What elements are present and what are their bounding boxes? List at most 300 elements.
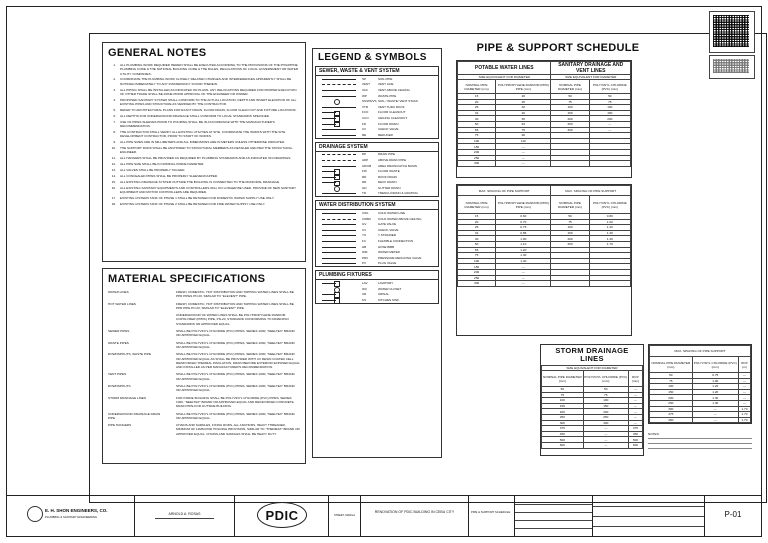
table-cell: 50	[458, 121, 496, 127]
revision-lines	[515, 528, 592, 529]
legend-abbrev: GD	[362, 185, 367, 190]
spec-key: WASTE PIPES	[108, 340, 129, 345]
legend-desc: ABOVE DRAIN PIPE	[378, 157, 407, 162]
spec-key: DOWNSPOUTS, WASTE PIPE	[108, 352, 152, 357]
spec-value: CHAINS AND SADDLES, FIXING RODS, ALL ANCHORS, HEAVY THREADED, MINIMUM OF 12MM ROD HOLDING PROVISION, SIMILAR TO "THERMAX" BRAND OR APPROVED EQUAL. CHAINS AND SADDLES SHALL BE HEAVY DUTY.	[176, 423, 300, 436]
note-text: REFER TO ARCHITECTURAL PLANS FOR EXACT DRAIN, FLOOR DRAIN, FLOOR CLEAN OUT AND FIXTURE LOCATIONS.	[120, 108, 297, 113]
note-item	[108, 186, 300, 195]
table-cell: 450	[650, 417, 693, 423]
legend-abbrev: CWBC	[362, 216, 372, 221]
legend-desc: KITCHEN SINK	[378, 297, 400, 302]
table-cell: 1.30	[496, 253, 551, 259]
table-cell: 75	[583, 392, 628, 398]
table-cell: 500	[542, 437, 584, 443]
spec-key: UNDERGROUND DRAINAGE DRAIN PIPE	[108, 411, 161, 420]
material-specs-panel	[102, 268, 306, 464]
table-cell: 200	[650, 395, 693, 401]
legend-abbrev: GV	[362, 222, 367, 227]
note-number: 15.	[111, 179, 116, 184]
material-specs-title: MATERIAL SPECIFICATIONS	[108, 273, 266, 285]
revision-lines	[515, 512, 592, 513]
legend-desc: PLUG VALVE	[378, 261, 397, 266]
note-number: 2.	[113, 77, 116, 82]
table-cell: 300	[458, 281, 496, 287]
spec-item	[108, 423, 300, 436]
storm-spacing-rows	[650, 373, 751, 423]
table-cell: 1.30	[589, 230, 630, 236]
project-cell	[361, 496, 469, 536]
note-item	[108, 63, 300, 76]
note-text: ALL EXISTING SANITARY EQUIPMENTS AND CONTROLLERS WILL NO LONGER BE USED. PROVIDE OF NEW SANITARY EQUIPMENT AND MOTOR CONTROLLERS ARE REQUIRED.	[120, 185, 296, 195]
note-item	[108, 168, 300, 172]
line-symbol-icon	[322, 112, 336, 113]
firm-logo-icon	[27, 506, 43, 522]
legend-abbrev: FD	[362, 121, 366, 126]
table-cell: —	[692, 412, 738, 418]
note-text: ALL PIPE SIZE SHALL BE IN NOMINAL INSIDE DIAMETER.	[120, 162, 205, 167]
note-item	[108, 130, 300, 139]
table-cell: 600	[542, 442, 584, 448]
table-cell: —	[583, 437, 628, 443]
table-cell: 20	[496, 94, 551, 100]
table-cell: 20	[458, 219, 496, 225]
spacing-rows	[458, 214, 631, 287]
revisions-cell	[515, 496, 593, 536]
legend-section-header: WATER DISTRIBUTION SYSTEM	[316, 201, 438, 210]
table-cell: —	[589, 121, 630, 127]
table-row	[458, 281, 631, 287]
table-cell: 32	[496, 105, 551, 111]
legend-desc: GUTTER DRAIN	[378, 185, 401, 190]
table-cell: —	[496, 144, 551, 150]
solid-line-icon	[322, 224, 356, 225]
table-cell: 150	[589, 110, 630, 116]
table-cell: 1.20	[692, 389, 738, 395]
schedule-notes-lines	[648, 438, 752, 439]
table-cell: —	[692, 417, 738, 423]
table-cell: 250	[458, 155, 496, 161]
note-number: 9.	[113, 140, 116, 145]
legend-abbrev: WC	[362, 286, 367, 291]
legend-abbrev: SS/WS/VS	[362, 99, 377, 104]
table-cell: 1.00	[496, 236, 551, 242]
table-cell: 20	[458, 99, 496, 105]
storm-drainage-table	[540, 344, 644, 456]
legend-abbrev: ADP	[362, 157, 369, 162]
table-cell: —	[496, 264, 551, 270]
solid-line-icon	[322, 79, 356, 80]
solid-line-icon	[322, 258, 356, 259]
legend-abbrev: CV	[362, 227, 367, 232]
table-cell: —	[738, 395, 750, 401]
table-cell: 32	[458, 110, 496, 116]
table-cell: 50	[583, 387, 628, 393]
note-number: 12.	[111, 162, 116, 167]
storm-title: STORM DRAINAGE LINES	[555, 346, 629, 363]
legend-section-header: DRAINAGE SYSTEM	[316, 143, 438, 152]
table-cell: 600	[628, 442, 642, 448]
legend-abbrev: TD	[362, 191, 366, 196]
col-pvc: POLYVINYL CHLORIDE (PVC) (mm)	[589, 80, 630, 94]
table-cell: 100	[583, 398, 628, 404]
table-cell: 150	[458, 144, 496, 150]
legend-abbrev: UR	[362, 292, 367, 297]
note-number: 17.	[111, 195, 116, 200]
note-number: 11.	[111, 156, 116, 161]
legend-desc: CHECK VALVE	[378, 127, 399, 132]
spec-item	[108, 313, 300, 326]
note-number: 4.	[113, 97, 116, 102]
spec-value: SHALL BE POLYVINYL CHLORIDE (PVC) PIPES, SERIES 1000, "NEELTEX" BRAND OR APPROVED EQUAL.	[176, 372, 295, 381]
table-cell: 100	[458, 258, 496, 264]
col-pvc: POLYVINYL CHLORIDE (PVC) (mm)	[583, 371, 628, 387]
table-cell: 0.80	[589, 214, 630, 220]
note-number: 7.	[113, 119, 116, 124]
table-cell: —	[496, 155, 551, 161]
spec-key: VENT PIPES	[108, 372, 127, 377]
legend-abbrev: FW	[362, 169, 367, 174]
legend-desc: URINAL	[378, 292, 390, 297]
line-symbol-icon	[322, 300, 336, 301]
table-cell: 110	[496, 138, 551, 144]
note-text: PROPOSED SANITARY SYSTEM SHALL CONFORM TO THE ACTUAL LOCATION, DEPTH AND INVERT ELEVATION OF ALL EXISTING PIPES AND STRUCTURE AS VERIFIED BY THE CONTRACTOR.	[120, 97, 297, 107]
note-text: EXISTING CISTERN TANK OF PHASE 1 SHALL BE RETAINED FOR DOMESTIC WATER SUPPLY USE ONLY.	[120, 195, 275, 200]
table-cell	[551, 161, 589, 167]
drawn-lines	[593, 526, 704, 527]
note-item	[108, 114, 300, 118]
table-cell: 1.00	[692, 378, 738, 384]
legend-desc: VENT ABOVE CEILING	[378, 87, 410, 92]
note-text: ALL VALVES SHALL BE PROPERLY TAGGED.	[120, 168, 186, 173]
drawn-by-cell	[593, 496, 705, 536]
table-cell: 250	[458, 275, 496, 281]
legend-panel	[312, 48, 442, 458]
table-cell: 300	[542, 420, 584, 426]
legend-abbrev: VTR	[362, 104, 368, 109]
note-text: ALL DEPTHS FOR UNDERGROUND DRAINAGE SHALL CONFORM TO LOCAL STANDARDS SPECIFIED.	[120, 113, 270, 118]
table-cell: 25	[458, 225, 496, 231]
legend-abbrev: HB	[362, 244, 367, 249]
legend-symbol-icon	[316, 191, 362, 197]
spec-value: SHALL BE POLYVINYL CHLORIDE (PVC) PIPES, SERIES 1000, "NEELTEX" BRAND OR APPROVED EQUAL.	[176, 384, 295, 393]
table-cell: 100	[551, 225, 589, 231]
drawing-sheet	[6, 6, 762, 537]
table-cell: 50	[650, 373, 693, 379]
project-city: STREET, MANILA	[333, 514, 356, 517]
legend-desc: TRENCH DRAIN & GRATING	[378, 191, 418, 196]
spec-key: DOWNSPOUTS	[108, 384, 131, 389]
table-cell: —	[583, 442, 628, 448]
spec-item	[108, 352, 300, 369]
legend-row	[316, 297, 438, 303]
table-cell: 15	[458, 94, 496, 100]
sheet-number: P-01	[724, 510, 742, 519]
note-number: 13.	[111, 168, 116, 173]
solid-line-icon	[322, 107, 356, 108]
legend-desc: WATER CLOSET	[378, 286, 402, 291]
table-cell: 300	[650, 406, 693, 412]
dashed-line-icon	[322, 154, 356, 155]
table-cell: —	[496, 161, 551, 167]
sheet-title: PIPE & SUPPORT SCHEDULE	[471, 510, 511, 514]
legend-desc: GATE VALVE	[378, 222, 397, 227]
table-cell: 100	[458, 138, 496, 144]
support-spacing-table	[456, 184, 632, 336]
note-item	[108, 174, 300, 178]
table-cell: 150	[650, 389, 693, 395]
table-cell: —	[628, 420, 642, 426]
drawing-area	[89, 33, 767, 503]
legend-desc: HOSE BIBB	[378, 244, 395, 249]
col-nominal: NOMINAL PIPE DIAMETER (mm)	[551, 80, 589, 94]
note-item	[108, 146, 300, 155]
table-cell: 1.70	[589, 241, 630, 247]
line-symbol-icon	[322, 294, 336, 295]
solid-line-icon	[322, 96, 356, 97]
schedule-notes	[648, 432, 752, 449]
table-cell: 1.70	[738, 412, 750, 418]
drawn-lines	[593, 506, 704, 507]
spec-key: HOT WATER LINES	[108, 301, 136, 306]
table-cell: 200	[542, 409, 584, 415]
table-cell: 200	[551, 116, 589, 122]
table-cell: 150	[551, 110, 589, 116]
legend-desc: FLOOR CLEANOUT	[378, 110, 406, 115]
note-number: 5.	[113, 108, 116, 113]
legend-desc: WATER METER	[378, 250, 400, 255]
table-cell: 1.30	[692, 400, 738, 406]
table-cell: 50	[551, 94, 589, 100]
table-cell: 150	[458, 264, 496, 270]
legend-abbrev: CCO	[362, 115, 369, 120]
sheet-number-cell	[705, 496, 761, 536]
col-nominal: NOMINAL PIPE DIAMETER (mm)	[542, 371, 584, 387]
spec-item	[108, 412, 300, 421]
note-item	[108, 108, 300, 112]
legend-abbrev: YS	[362, 233, 367, 238]
legend-desc: LAVATORY	[378, 281, 394, 286]
spec-key: SEWER PIPES	[108, 329, 130, 334]
solid-line-icon	[322, 263, 356, 264]
table-cell: 75	[458, 133, 496, 139]
table-cell: 40	[458, 116, 496, 122]
title-block	[7, 495, 761, 536]
storm-spacing-table	[648, 344, 752, 424]
table-cell: 100	[542, 398, 584, 404]
spec-value: FRESH, DOMESTIC, HOT DISTRIBUTION AND TAPPING WATER LINES SHALL BE PPR PIPE PN 20, SIMILAR TO "ELEVENT" PIPE.	[176, 301, 294, 310]
note-item	[108, 140, 300, 144]
line-symbol-icon	[322, 118, 336, 119]
note-item	[108, 162, 300, 166]
table-cell: 65	[458, 247, 496, 253]
engineer-signature-line	[155, 518, 214, 519]
note-item	[108, 156, 300, 160]
legend-abbrev: WP	[362, 93, 367, 98]
table-cell: 0.70	[496, 219, 551, 225]
table-cell: —	[496, 275, 551, 281]
note-text: ALL PIPE SIZES ARE IN MILLIMETERS AND ALL DIMENSIONS ARE IN METERS UNLESS OTHERWISE INDICATED.	[120, 140, 286, 145]
table-cell: 0.60	[496, 214, 551, 220]
spec-value: FOR INSIDE BUILDING SHALL BE POLYVINYL CHLORIDE (PVC) PIPES, SERIES 1000, "NEELTEX" BRAND OR APPROVED EQUAL AND REINFORCED CONCRETE DRAIN PIPE FOR OUTSIDE BUILDING.	[176, 395, 294, 409]
table-cell: 250	[551, 121, 589, 127]
solid-line-icon	[322, 135, 356, 136]
table-cell: 25	[458, 105, 496, 111]
note-text: THE CONTRACTOR SHALL VERIFY ALL EXISTING UTILITIES AT SITE, COORDINATE THE WORKS WITH THE SITE DEVELOPMENT CONTRACTOR, PRIOR TO START OF WORKS.	[120, 130, 286, 139]
legend-desc: Y STRAINER	[378, 233, 396, 238]
table-cell: —	[628, 392, 642, 398]
table-cell: 1.20	[496, 247, 551, 253]
potable-sanitary-size-table	[456, 60, 632, 178]
project-name: RENOVATION OF PDIC BUILDING IN CEBU CITY	[374, 510, 455, 514]
solid-line-icon	[322, 247, 356, 248]
table-row	[458, 161, 631, 167]
legend-desc: DRAIN PIPE	[378, 152, 396, 157]
table-cell: 25	[496, 99, 551, 105]
sanitary-size-label: SIZE EQUIVALENT FOR DIAMETER	[551, 75, 631, 80]
solid-line-icon	[322, 166, 356, 167]
note-text: ALL EXISTING DRAINAGE SYSTEM OUTSIDE THE BUILDING IS CONNECTED TO THE MUNICIPAL DRAINAGE.	[120, 179, 280, 184]
note-text: ALL HANGERS SHALL BE PROVIDED AS REQUIRED BY PLUMBING STANDARDS AND AS INDICATED ON DRAWINGS.	[120, 156, 292, 161]
table-cell: 450	[628, 431, 642, 437]
table-cell: —	[738, 373, 750, 379]
legend-abbrev: FC	[362, 239, 366, 244]
table-cell: 75	[542, 392, 584, 398]
owner-cell	[329, 496, 361, 536]
solid-line-icon	[322, 241, 356, 242]
note-item	[108, 120, 300, 129]
spec-key: STORM DRAINAGE LINES	[108, 395, 146, 400]
note-number: 1.	[113, 63, 116, 67]
schedule-title: PIPE & SUPPORT SCHEDULE	[476, 42, 640, 54]
legend-abbrev: DP	[362, 152, 367, 157]
table-cell: 1.70	[738, 417, 750, 423]
legend-desc: FLOOR DRAIN	[378, 121, 399, 126]
table-cell: 200	[458, 269, 496, 275]
table-cell: 250	[551, 241, 589, 247]
spec-item	[108, 384, 300, 393]
spec-item	[108, 396, 300, 409]
legend-section	[315, 66, 439, 139]
table-cell: 100	[650, 384, 693, 390]
general-notes-list	[108, 63, 300, 206]
legend-row	[316, 191, 438, 197]
table-row	[650, 417, 751, 423]
legend-desc: SOIL PIPE	[378, 76, 393, 81]
storm-spacing-label: MAX. SPACING OF PIPE SUPPORT	[650, 346, 751, 357]
table-cell: 100	[589, 105, 630, 111]
legend-section-header: PLUMBING FIXTURES	[316, 271, 438, 280]
note-item	[108, 88, 300, 97]
legend-desc: FLOOR WASTE	[378, 169, 400, 174]
general-notes-panel	[102, 42, 306, 262]
table-cell: 375	[650, 412, 693, 418]
table-row	[542, 442, 643, 448]
legend-desc: COLD WATER LINE	[378, 211, 406, 216]
legend-abbrev: PRV	[362, 255, 369, 260]
table-cell: 0.75	[692, 373, 738, 379]
note-text: THE SUPPORT RODS SHALL BE ANCHORED TO STRUCTURAL MEMBERS AS DETAILED AND PER THE STRUCTURAL ENGINEER.	[120, 146, 293, 155]
spacing-label-potable: MAX. SPACING OF PIPE SUPPORT	[458, 186, 551, 196]
table-cell: 1.40	[496, 258, 551, 264]
legend-abbrev: LAV	[362, 281, 368, 286]
table-cell	[551, 281, 589, 287]
storm-size-label: SIZE EQUIVALENT FOR DIAMETER	[542, 366, 643, 371]
legend-abbrev: PV	[362, 261, 367, 266]
spacing-label-sanitary: MAX. SPACING OF PIPE SUPPORT	[551, 186, 631, 196]
note-item	[108, 180, 300, 184]
spec-item	[108, 329, 300, 338]
spec-value: UNDERGROUND OF WATER LINES SHALL BE POLYPROPYLENE RANDOM COPOLYMER (PPRC) PIPE, PN-20, STANDARD CONFORMING TO DIN/EN/ISO STANDARDS OR APPROVED EQUAL.	[176, 313, 289, 326]
legend-desc: REDUCER	[378, 132, 393, 137]
table-cell: 75	[650, 378, 693, 384]
legend-title: LEGEND & SYMBOLS	[318, 52, 427, 63]
spec-item	[108, 372, 300, 381]
solid-line-icon	[322, 90, 356, 91]
solid-line-icon	[322, 193, 356, 194]
table-cell: 150	[542, 403, 584, 409]
col-pipe-diameter: NOMINAL PIPE DIAMETER (mm)	[650, 357, 693, 373]
dashed-line-icon	[322, 219, 356, 220]
solid-line-icon	[322, 252, 356, 253]
table-cell: 40	[496, 110, 551, 116]
table-cell: 15	[458, 214, 496, 220]
owner-logo-cell	[235, 496, 329, 536]
table-cell: 50	[589, 94, 630, 100]
note-number: 10.	[111, 146, 116, 151]
table-cell: —	[628, 409, 642, 415]
legend-abbrev: RD	[362, 174, 367, 179]
potable-size-label: SIZE EQUIVALENT FOR DIAMETER	[458, 75, 551, 80]
table-cell: 65	[458, 127, 496, 133]
table-cell: 200	[589, 116, 630, 122]
table-cell: 50	[551, 214, 589, 220]
table-cell: 250	[583, 414, 628, 420]
schedule-notes-lines	[648, 448, 752, 449]
table-cell: 450	[542, 431, 584, 437]
table-cell: 90	[496, 133, 551, 139]
table-cell: —	[589, 127, 630, 133]
legend-row	[316, 132, 438, 138]
table-cell: 75	[551, 99, 589, 105]
table-cell: 40	[458, 236, 496, 242]
table-cell: 50	[496, 116, 551, 122]
note-item	[108, 196, 300, 200]
table-cell: —	[583, 426, 628, 432]
legend-row	[316, 261, 438, 267]
line-symbol-icon	[322, 283, 336, 284]
spec-item	[108, 341, 300, 350]
spec-value: SHALL BE POLYVINYL CHLORIDE (PVC) PIPES, SERIES 1000, "NEELTEX" BRAND OR APPROVED EQUAL AS SHALL BE PROVIDED WITH UV RESIN COATED CELL REINFORCED THERMAL INSULATION, DRAIN BEFORE EXTERIOR EXPOSED EQUAL AND INSTALLED AS PER MANUFACTURER'S RECOMMENDATION.	[176, 352, 300, 370]
table-cell: 300	[458, 161, 496, 167]
table-cell: —	[738, 400, 750, 406]
note-number: 6.	[113, 113, 116, 118]
legend-abbrev: RE	[362, 132, 367, 137]
table-cell: 200	[458, 149, 496, 155]
solid-line-icon	[322, 213, 356, 214]
legend-symbol-icon	[316, 132, 362, 138]
sanitary-header: SANITARY DRAINAGE AND VENT LINES	[551, 62, 631, 75]
table-cell: 300	[583, 420, 628, 426]
legend-desc: SOIL / WASTE/ VENT STACK	[378, 99, 419, 104]
table-cell: 150	[583, 403, 628, 409]
legend-desc: VENT LINE	[378, 82, 394, 87]
legend-desc: CHECK VALVE	[378, 227, 399, 232]
legend-desc: DECK DRAIN	[378, 180, 397, 185]
qr-code-icon	[713, 15, 749, 47]
table-cell: 1.20	[692, 384, 738, 390]
legend-desc: WASTE PIPE	[378, 93, 397, 98]
spec-value: SHALL BE POLYVINYL CHLORIDE (PVC) PIPES, SERIES 1000, "NEELTEX" BRAND OR APPROVED EQUAL.	[176, 411, 295, 420]
